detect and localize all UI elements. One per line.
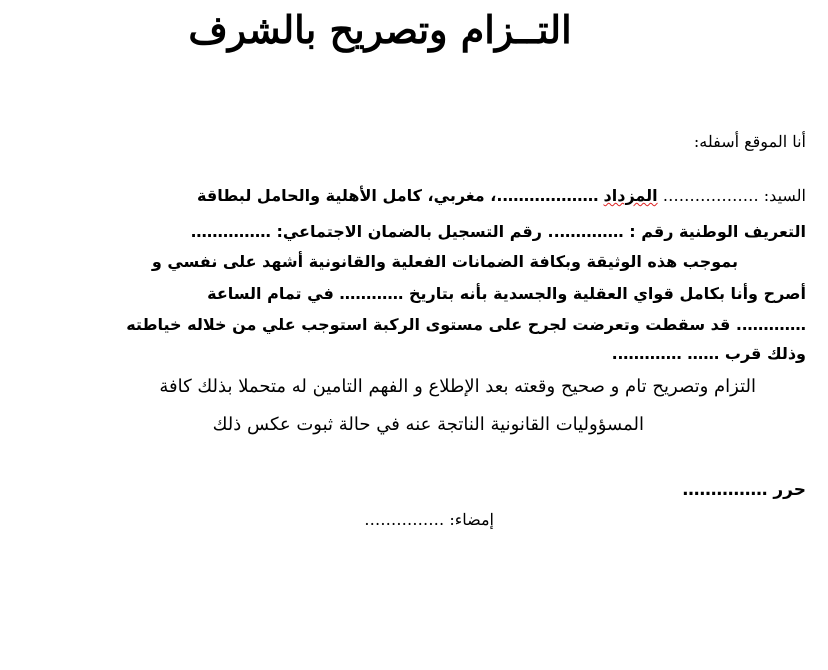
intro-text: أنا الموقع أسفله: xyxy=(693,132,806,151)
made-at-field: حرر …………… xyxy=(682,480,806,500)
body-line-3: بموجب هذه الوثيقة وبكافة الضمانات الفعلية والقانونية أشهد على نفسي و xyxy=(151,252,738,271)
nationality-text: ……………….، مغربي، كامل الأهلية والحامل لبطاقة xyxy=(197,186,599,205)
body-line-6: وذلك قرب …… …………. xyxy=(611,344,806,363)
document-title: التــزام وتصريح بالشرف xyxy=(188,7,572,52)
born-label: المزداد xyxy=(603,186,658,205)
identity-line-2: التعريف الوطنية رقم : ………….. رقم التسجيل بالضمان الاجتماعي: …………… xyxy=(190,222,806,241)
sir-field: السيد: ……………… xyxy=(662,186,806,205)
declaration-line-2: المسؤوليات القانونية الناتجة عنه في حالة ثبوت عكس ذلك xyxy=(212,414,644,435)
body-line-5: …………. قد سقطت وتعرضت لجرح على مستوى الركبة استوجب علي من خلاله خياطته xyxy=(126,315,806,334)
signature-field: إمضاء: …………… xyxy=(364,510,494,529)
body-line-4: أصرح وأنا بكامل قواي العقلية والجسدية بأنه بتاريخ ………… في تمام الساعة xyxy=(207,284,806,303)
declaration-line-1: التزام وتصريح تام و صحيح وقعته بعد الإطلاع و الفهم التامين له متحملا بذلك كافة xyxy=(159,376,756,397)
identity-line-1 xyxy=(197,186,806,205)
